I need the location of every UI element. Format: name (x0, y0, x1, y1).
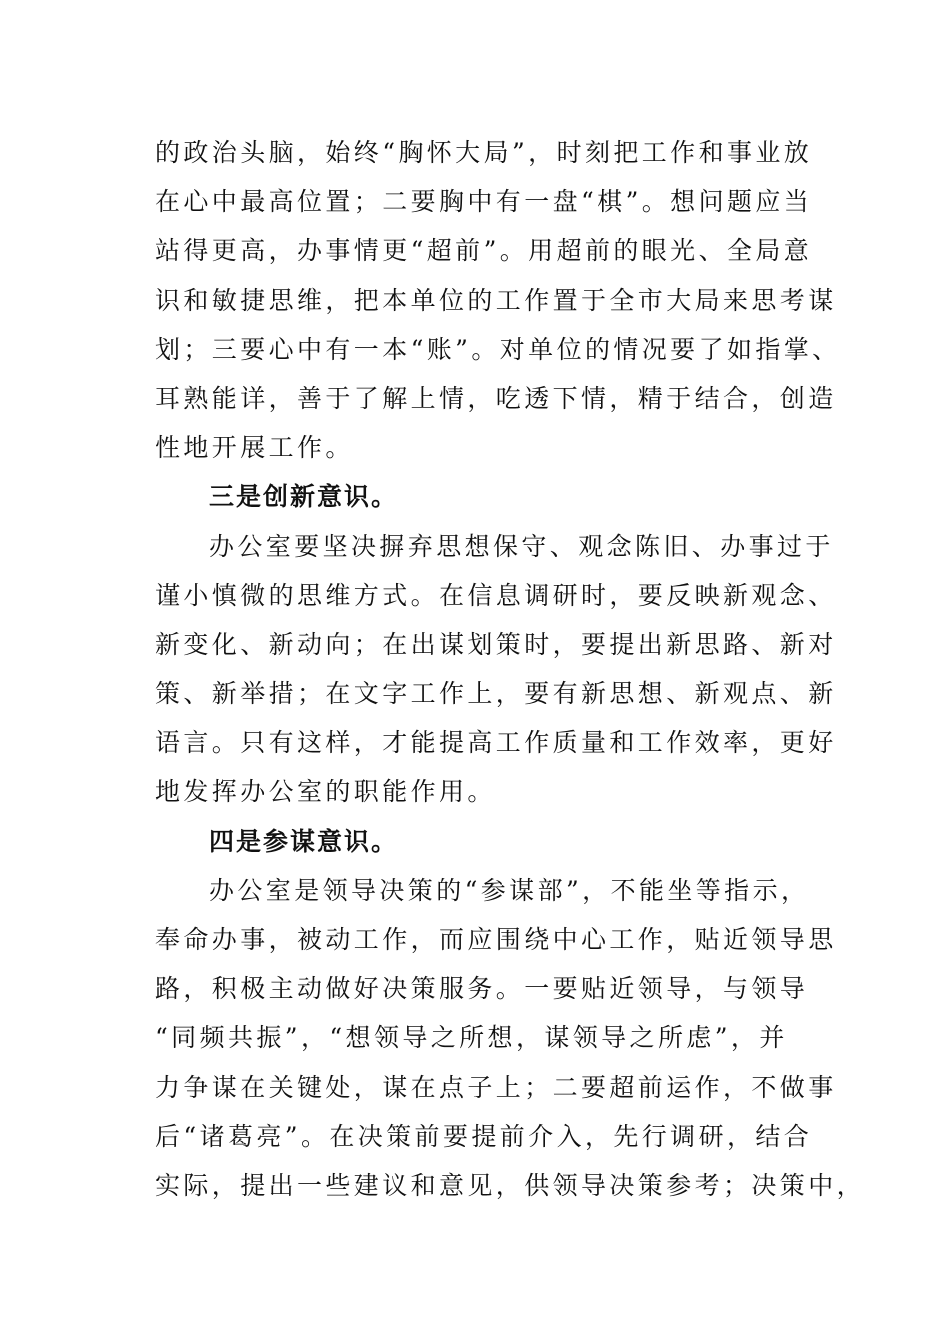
body-text-line: 实际，提出一些建议和意见，供领导决策参考；决策中， (155, 1170, 866, 1200)
body-text-line: 的政治头脑，始终“胸怀大局”，时刻把工作和事业放 (155, 138, 813, 167)
body-text-line: 办公室要坚决摒弃思想保守、观念陈旧、办事过于 (209, 531, 834, 561)
body-text-line: 在心中最高位置；二要胸中有一盘“棋”。想问题应当 (155, 187, 813, 217)
body-text-line: 力争谋在关键处，谋在点子上；二要超前运作，不做事 (155, 1072, 837, 1102)
body-text-line: 新变化、新动向；在出谋划策时，要提出新思路、新对 (155, 629, 837, 659)
section-heading: 四是参谋意识。 (209, 826, 399, 856)
body-text-line: 识和敏捷思维，把本单位的工作置于全市大局来思考谋 (155, 285, 837, 315)
body-text-line: 性地开展工作。 (155, 433, 354, 463)
body-text-line: “同频共振”，“想领导之所想，谋领导之所虑”，并 (155, 1023, 788, 1053)
body-text-line: 划；三要心中有一本“账”。对单位的情况要了如指掌、 (155, 334, 841, 364)
section-heading: 三是创新意识。 (209, 482, 399, 512)
body-text-line: 耳熟能详，善于了解上情，吃透下情，精于结合，创造 (155, 383, 837, 413)
document-body (155, 128, 866, 1210)
body-text-line: 办公室是领导决策的“参谋部”，不能坐等指示， (209, 875, 810, 905)
body-text-line: 奉命办事，被动工作，而应围绕中心工作，贴近领导思 (155, 925, 837, 954)
body-text-line: 语言。只有这样，才能提高工作质量和工作效率，更好 (155, 728, 837, 758)
body-text-line: 路，积极主动做好决策服务。一要贴近领导，与领导 (155, 974, 809, 1004)
body-text-line: 策、新举措；在文字工作上，要有新思想、新观点、新 (155, 679, 837, 709)
body-text-line: 站得更高，办事情更“超前”。用超前的眼光、全局意 (155, 236, 813, 266)
body-text-line: 谨小慎微的思维方式。在信息调研时，要反映新观念、 (155, 580, 837, 610)
body-text-line: 地发挥办公室的职能作用。 (155, 777, 496, 807)
body-text-line: 后“诸葛亮”。在决策前要提前介入，先行调研，结合 (155, 1121, 813, 1151)
